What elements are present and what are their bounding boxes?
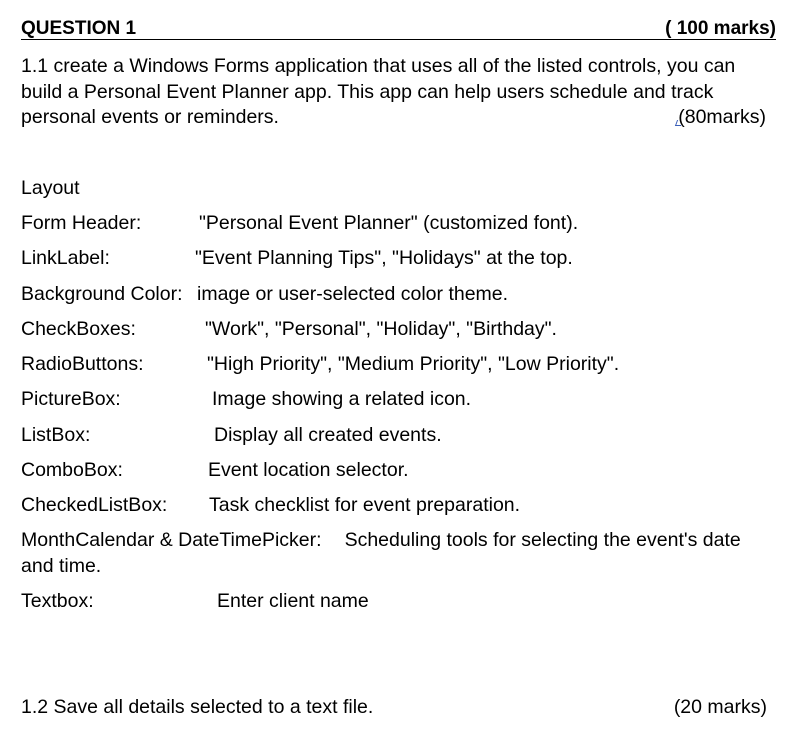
layout-item-background-color [21,283,509,305]
layout-item-radiobuttons [21,353,620,375]
item-label: LinkLabel: [21,247,110,269]
layout-item-checkboxes [21,318,557,340]
part2-marks: (20 marks) [673,696,767,718]
item-desc: "Work", "Personal", "Holiday", "Birthday". [205,318,557,340]
item-desc: Scheduling tools for selecting the event's date and time. [21,529,741,577]
layout-item-textbox [21,590,369,612]
item-label: MonthCalendar & DateTimePicker: [21,529,322,551]
item-label: Textbox: [21,590,94,612]
layout-item-checkedlistbox [21,494,521,516]
part1-marks: (80marks) [678,106,766,128]
item-desc: Enter client name [217,590,369,612]
item-label: PictureBox: [21,388,121,410]
item-desc: Image showing a related icon. [212,388,472,410]
layout-item-picturebox [21,388,472,410]
item-label: Form Header: [21,212,142,234]
item-desc: "Personal Event Planner" (customized font). [199,212,579,234]
item-label: RadioButtons: [21,353,144,375]
layout-item-linklabel [21,247,573,269]
item-label: ComboBox: [21,459,123,481]
layout-item-listbox [21,424,442,446]
question-header [21,19,776,40]
question-title: QUESTION 1 [21,18,137,39]
part1-text: 1.1 create a Windows Forms application that uses all of the listed controls, you can build a Personal Event Planner app. This app can help users schedule and track personal events or reminders. [21,55,736,128]
item-label: CheckBoxes: [21,318,136,340]
item-desc: "Event Planning Tips", "Holidays" at the top. [195,247,573,269]
item-desc: image or user-selected color theme. [197,283,509,305]
layout-item-monthcalendar [21,527,766,579]
item-label: ListBox: [21,424,91,446]
item-label: CheckedListBox: [21,494,168,516]
item-desc: "High Priority", "Medium Priority", "Low Priority". [207,353,620,375]
item-desc: Display all created events. [214,424,442,446]
layout-heading: Layout [21,177,80,199]
item-desc: Event location selector. [208,459,409,481]
item-label: Background Color: [21,283,183,305]
question-marks: ( 100 marks) [665,18,776,39]
item-desc: Task checklist for event preparation. [209,494,521,516]
layout-item-form-header [21,212,579,234]
layout-item-combobox [21,459,409,481]
part2-text: 1.2 Save all details selected to a text file. [21,696,374,718]
